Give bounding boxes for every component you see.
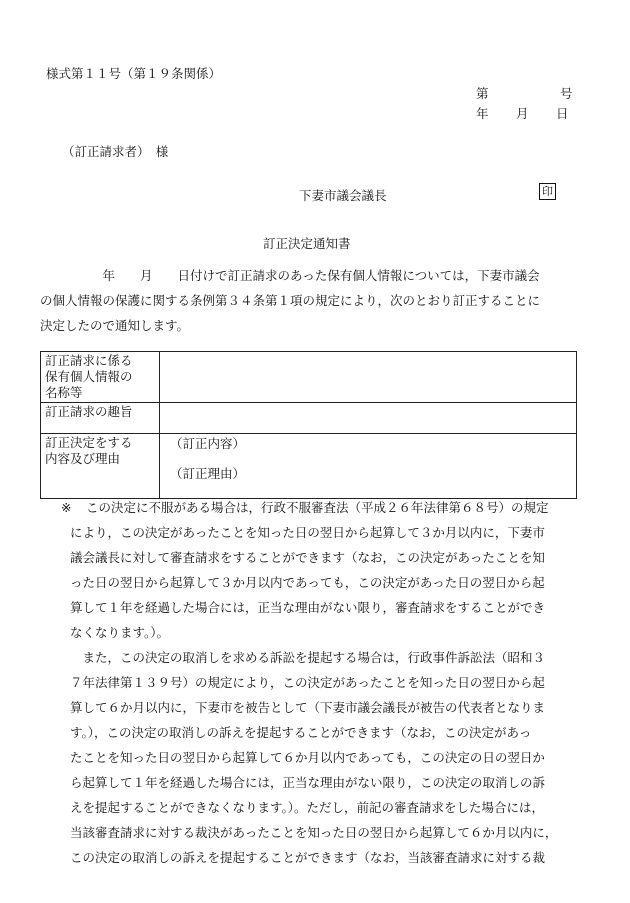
label-request-purpose: 訂正請求の趣旨 — [41, 403, 160, 434]
lawsuit-note-paragraph — [70, 645, 557, 870]
value-decision-content — [160, 434, 577, 499]
label-line: 名称等 — [45, 385, 83, 400]
label-decision-content — [41, 434, 160, 499]
note-line: 算して６か月以内に，下妻市を被告として（下妻市議会議長が被告の代表者となりま — [70, 700, 546, 715]
label-line: 訂正決定をする — [45, 435, 133, 450]
addressee: （訂正請求者） 様 — [62, 144, 169, 159]
doc-number-dai: 第 — [476, 86, 489, 101]
correction-content-label: （訂正内容） — [170, 436, 246, 451]
intro-line: 決定したので通知します。 — [40, 318, 190, 333]
note-line: この決定の取消しの訴えを提起することができます（なお，当該審査請求に対する裁 — [70, 850, 546, 865]
date-day: 日 — [556, 106, 569, 121]
appeal-note-paragraph-cont — [70, 520, 545, 645]
date-month: 月 — [516, 106, 529, 121]
document-title: 訂正決定通知書 — [263, 236, 351, 251]
note-line: 議会議長に対して審査請求をすることができます（なお，この決定があったことを知 — [70, 550, 545, 565]
value-target-info — [160, 352, 577, 403]
note-line: った日の翌日から起算して３か月以内であっても，この決定があった日の翌日から起 — [70, 575, 545, 590]
note-line: ら起算して１年を経過した場合には，正当な理由がない限り，この決定の取消しの訴 — [70, 775, 546, 790]
form-number: 様式第１１号（第１９条関係） — [46, 66, 222, 81]
note-line: なくなります。）。 — [70, 625, 170, 640]
value-request-purpose — [160, 403, 577, 434]
table-row — [41, 403, 577, 434]
table-row — [41, 352, 577, 403]
intro-line: の個人情報の保護に関する条例第３４条第１項の規定により，次のとおり訂正することに — [40, 293, 541, 308]
label-line: 訂正請求に係る — [45, 353, 133, 368]
sender-name: 下妻市議会議長 — [299, 188, 387, 203]
correction-reason-label: （訂正理由） — [170, 466, 246, 481]
intro-paragraph — [40, 263, 540, 338]
note-line: により，この決定があったことを知った日の翌日から起算して３か月以内に，下妻市 — [70, 525, 545, 540]
label-line: 保有個人情報の — [45, 369, 133, 384]
note-line: 算して１年を経過した場合には，正当な理由がない限り，審査請求をすることができ — [70, 600, 546, 615]
note-mark: ※ — [61, 500, 72, 515]
date-year: 年 — [476, 106, 489, 121]
note-line: ７年法律第１３９号）の規定により，この決定があったことを知った日の翌日から起 — [70, 675, 545, 690]
label-target-info — [41, 352, 160, 403]
appeal-note-paragraph — [86, 495, 549, 520]
note-line: たことを知った日の翌日から起算して６か月以内であっても，この決定の日の翌日か — [70, 750, 545, 765]
correction-info-table — [40, 351, 577, 499]
note-line: えを提起することができなくなります。）。ただし，前記の審査請求をした場合には， — [70, 800, 545, 815]
seal-mark: 印 — [539, 183, 556, 200]
label-line: 内容及び理由 — [45, 451, 121, 466]
intro-line: 年 月 日付けで訂正請求のあった保有個人情報については，下妻市議会 — [40, 268, 540, 283]
table-row — [41, 434, 577, 499]
note-line: また，この決定の取消しを求める訴訟を提起する場合は，行政事件訴訟法（昭和３ — [70, 650, 546, 665]
note-line: 当該審査請求に対する裁決があったことを知った日の翌日から起算して６か月以内に， — [70, 825, 558, 840]
note-line: す。），この決定の取消しの訴えを提起することができます（なお，この決定があっ — [70, 725, 532, 740]
doc-number-go: 号 — [560, 86, 573, 101]
note-line: この決定に不服がある場合は，行政不服審査法（平成２６年法律第６８号）の規定 — [86, 500, 549, 515]
